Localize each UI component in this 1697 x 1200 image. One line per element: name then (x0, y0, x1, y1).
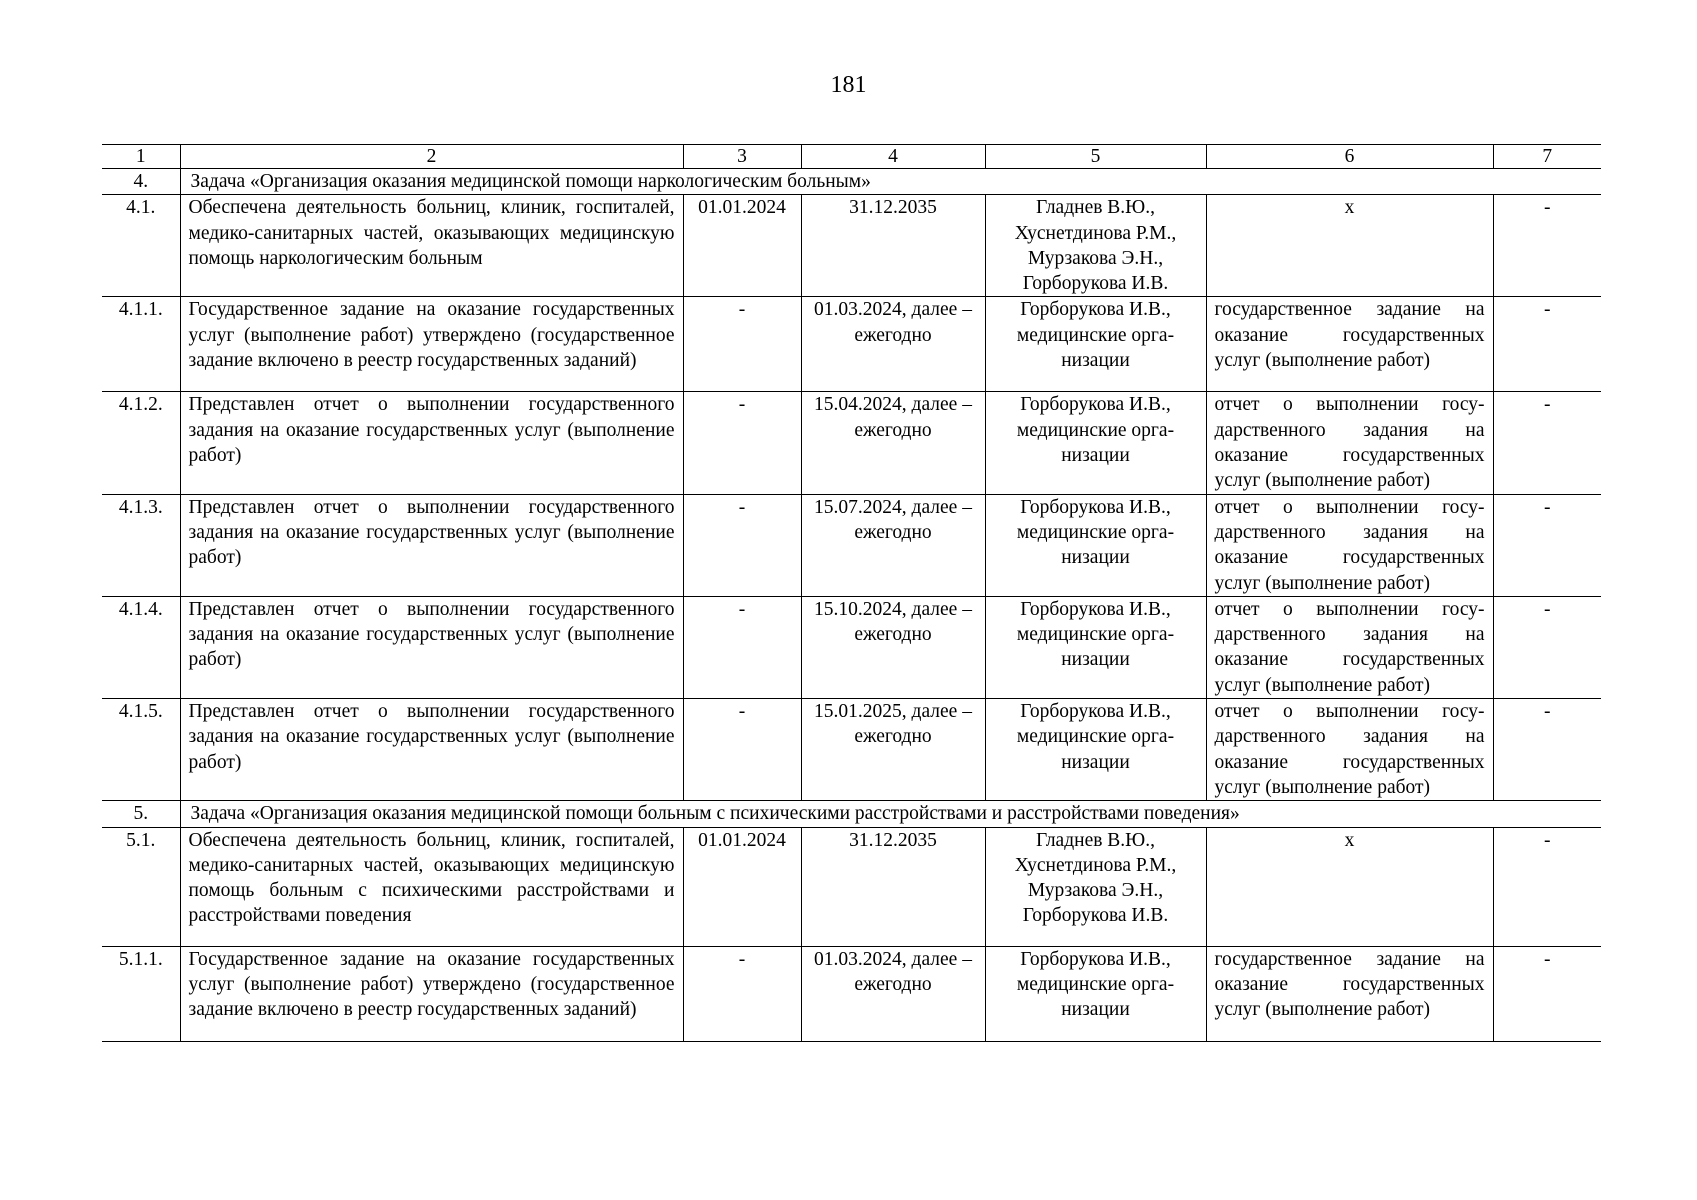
column-number: 6 (1206, 145, 1493, 169)
start-date: - (683, 699, 801, 801)
responsible: Горборукова И.В., медицинские организации (985, 494, 1206, 596)
task-row (102, 801, 1601, 827)
indicator-link: - (1493, 946, 1601, 1041)
task-title: Задача «Организация оказания медицинской помощи наркологическим больным» (180, 169, 1601, 195)
indicator-link: - (1493, 494, 1601, 596)
responsible: Горборукова И.В., медицинские организации (985, 699, 1206, 801)
item-number: 4.1.4. (102, 596, 180, 698)
item-description: Представлен отчет о выполнении государственного задания на оказание государственных услуг (выполнение работ) (180, 494, 683, 596)
responsible: Горборукова И.В., медицинские организации (985, 392, 1206, 494)
table-row (102, 827, 1601, 946)
task-row (102, 169, 1601, 195)
result-document: отчет о выполнении государственного задания на оказание государственных услуг (выполнение работ) (1206, 494, 1493, 596)
column-number: 5 (985, 145, 1206, 169)
item-description: Государственное задание на оказание государственных услуг (выполнение работ) утверждено (государственное задание включено в реестр государственных заданий) (180, 297, 683, 392)
start-date: - (683, 494, 801, 596)
result-document: отчет о выполнении государственного задания на оказание государственных услуг (выполнение работ) (1206, 699, 1493, 801)
end-date: 31.12.2035 (801, 195, 985, 297)
item-description: Представлен отчет о выполнении государственного задания на оказание государственных услуг (выполнение работ) (180, 699, 683, 801)
task-number: 4. (102, 169, 180, 195)
start-date: 01.01.2024 (683, 827, 801, 946)
responsible: Гладнев В.Ю., Хуснетдинова Р.М., Мурзакова Э.Н., Горборукова И.В. (985, 827, 1206, 946)
responsible: Гладнев В.Ю., Хуснетдинова Р.М., Мурзакова Э.Н., Горборукова И.В. (985, 195, 1206, 297)
column-number: 1 (102, 145, 180, 169)
end-date: 31.12.2035 (801, 827, 985, 946)
responsible: Горборукова И.В., медицинские организации (985, 946, 1206, 1041)
table-row (102, 494, 1601, 596)
table-row (102, 195, 1601, 297)
page-number: 181 (830, 72, 867, 98)
responsible: Горборукова И.В., медицинские организации (985, 297, 1206, 392)
column-number: 7 (1493, 145, 1601, 169)
indicator-link: - (1493, 699, 1601, 801)
end-date: 01.03.2024, далее – ежегодно (801, 297, 985, 392)
item-description: Обеспечена деятельность больниц, клиник, госпиталей, медико-санитарных частей, оказывающих медицинскую помощь больным с психическими расстройствами и расстройствами поведения (180, 827, 683, 946)
result-document: х (1206, 195, 1493, 297)
item-number: 5.1. (102, 827, 180, 946)
table-row (102, 946, 1601, 1041)
column-number: 2 (180, 145, 683, 169)
result-document: государственное задание на оказание государственных услуг (выполнение работ) (1206, 946, 1493, 1041)
end-date: 15.01.2025, далее – ежегодно (801, 699, 985, 801)
responsible: Горборукова И.В., медицинские организации (985, 596, 1206, 698)
end-date: 01.03.2024, далее – ежегодно (801, 946, 985, 1041)
end-date: 15.10.2024, далее – ежегодно (801, 596, 985, 698)
indicator-link: - (1493, 827, 1601, 946)
item-number: 4.1.3. (102, 494, 180, 596)
item-description: Представлен отчет о выполнении государственного задания на оказание государственных услуг (выполнение работ) (180, 596, 683, 698)
result-document: государственное задание на оказание государственных услуг (выполнение работ) (1206, 297, 1493, 392)
plan-table (102, 144, 1601, 1042)
item-description: Представлен отчет о выполнении государственного задания на оказание государственных услуг (выполнение работ) (180, 392, 683, 494)
start-date: - (683, 392, 801, 494)
column-number-row (102, 145, 1601, 169)
table-row (102, 596, 1601, 698)
table-row (102, 392, 1601, 494)
item-number: 5.1.1. (102, 946, 180, 1041)
result-document: отчет о выполнении государственного задания на оказание государственных услуг (выполнение работ) (1206, 596, 1493, 698)
indicator-link: - (1493, 392, 1601, 494)
start-date: - (683, 596, 801, 698)
result-document: х (1206, 827, 1493, 946)
indicator-link: - (1493, 297, 1601, 392)
item-description: Обеспечена деятельность больниц, клиник, госпиталей, медико-санитарных частей, оказывающих медицинскую помощь наркологическим больным (180, 195, 683, 297)
item-number: 4.1.5. (102, 699, 180, 801)
column-number: 4 (801, 145, 985, 169)
item-description: Государственное задание на оказание государственных услуг (выполнение работ) утверждено (государственное задание включено в реестр государственных заданий) (180, 946, 683, 1041)
indicator-link: - (1493, 195, 1601, 297)
result-document: отчет о выполнении государственного задания на оказание государственных услуг (выполнение работ) (1206, 392, 1493, 494)
item-number: 4.1. (102, 195, 180, 297)
start-date: - (683, 946, 801, 1041)
start-date: 01.01.2024 (683, 195, 801, 297)
item-number: 4.1.1. (102, 297, 180, 392)
end-date: 15.04.2024, далее – ежегодно (801, 392, 985, 494)
end-date: 15.07.2024, далее – ежегодно (801, 494, 985, 596)
table-row (102, 297, 1601, 392)
item-number: 4.1.2. (102, 392, 180, 494)
column-number: 3 (683, 145, 801, 169)
start-date: - (683, 297, 801, 392)
task-title: Задача «Организация оказания медицинской помощи больным с психическими расстройствами и расстройствами поведения» (180, 801, 1601, 827)
task-number: 5. (102, 801, 180, 827)
indicator-link: - (1493, 596, 1601, 698)
table-row (102, 699, 1601, 801)
